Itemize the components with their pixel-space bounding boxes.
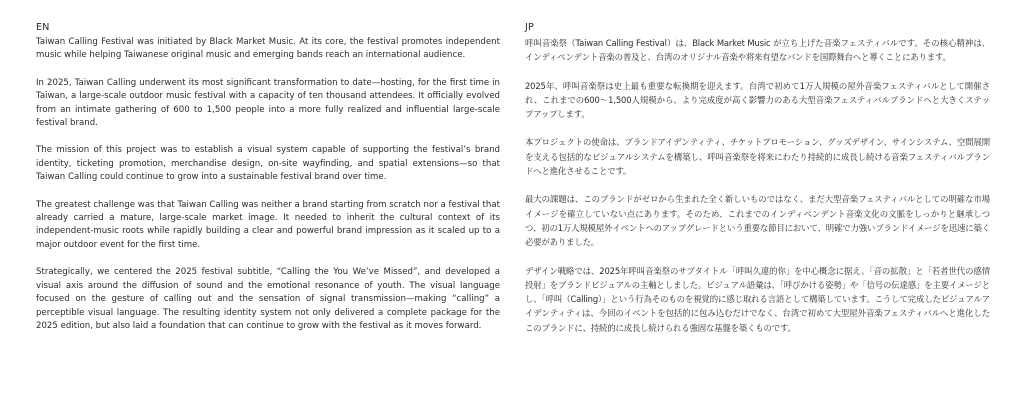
english-paragraph-4: The greatest challenge was that Taiwan Calling was neither a brand starting from scratch nor a festival that already carried a mature, large-scale market image. It needed to inherit the cultural context of its independent-music roots while rapidly building a clear and powerful brand impression as it scaled up to a major outdoor event for the first time. — [36, 199, 500, 250]
english-label: EN — [36, 22, 50, 33]
english-paragraph-5: Strategically, we centered the 2025 festival subtitle, “Calling the You We’ve Missed”, and developed a visual axis around the diffusion of sound and the emotional resonance of youth. The visual language focused on the gesture of calling out and the sensation of signal transmission—making “calling” a perceptible visual language. The resulting identity system not only delivered a complete package for the 2025 edition, but also laid a foundation that can continue to grow with the festival as it moves forward. — [36, 267, 500, 331]
english-paragraph-2: In 2025, Taiwan Calling underwent its most significant transformation to date—hosting, for the first time in Taiwan, a large-scale outdoor music festival with a capacity of ten thousand attendees. It officially evolved from an intimate gathering of 600 to 1,500 people into a more fully realized and influential large-scale festival brand. — [36, 77, 500, 129]
japanese-label: JP — [525, 22, 534, 33]
english-column — [36, 22, 500, 347]
japanese-paragraph-3: 本プロジェクトの使命は、ブランドアイデンティティ、チケットプロモーション、グッズデザイン、サインシステム、空間展開を支える包括的なビジュアルシステムを構築し、呼叫音楽祭を将来にわたり持続的に成長し続ける音楽フェスティバルブランドへと進化させることです。 — [525, 137, 990, 177]
japanese-paragraph-1: 呼叫音楽祭（Taiwan Calling Festival）は、Black Market Music が立ち上げた音楽フェスティバルです。その核心精神は、インディペンデント音楽の普及と、台湾のオリジナル音楽や将来有望なバンドを国際舞台へと導くことにあります。 — [525, 38, 990, 63]
english-paragraph-3: The mission of this project was to establish a visual system capable of supporting the festival’s brand identity, ticketing promotion, merchandise design, on-site wayfinding, and spatial extensions—so that Taiwan Calling could continue to grow into a sustainable festival brand over time. — [36, 145, 500, 183]
english-paragraph-1: Taiwan Calling Festival was initiated by Black Market Music. At its core, the festival promotes independent music while helping Taiwanese original music and emerging bands reach an international audience. — [36, 37, 500, 61]
japanese-paragraph-4: 最大の課題は、このブランドがゼロから生まれた全く新しいものではなく、まだ大型音楽フェスティバルとしての明確な市場イメージを確立していない点にあります。そのため、これまでのインディペンデント音楽文化の文脈をしっかりと継承しつつ、初の1万人規模屋外イベントへのアップグレードという重要な節目において、明確で力強いブランドイメージを迅速に築く必要がありました。 — [525, 194, 990, 248]
japanese-paragraph-2: 2025年、呼叫音楽祭は史上最も重要な転換期を迎えます。台湾で初めて1万人規模の屋外音楽フェスティバルとして開催され、これまでの600〜1,500人規模から、より完成度が高く影響力のある大型音楽フェスティバルブランドへと大きくステップアップします。 — [525, 80, 990, 120]
japanese-column — [525, 22, 990, 349]
japanese-paragraph-5: デザイン戦略では、2025年呼叫音楽祭のサブタイトル「呼叫久違的你」を中心概念に据え、「音の拡散」と「若者世代の感情投射」をブランドビジュアルの主軸としました。ビジュアル語彙は、「呼びかける姿勢」や「信号の伝達感」を主要イメージとし、「呼叫（Calling）」という行為そのものを視覚的に感じ取れる言語として構築しています。こうして完成したビジュアルアイデンティティは、今回のイベントを包括的に包み込むだけでなく、台湾で初めて大型屋外音楽フェスティバルへと進化したこのブランドに、持続的に成長し続けられる強固な基盤を築くものです。 — [525, 265, 990, 333]
